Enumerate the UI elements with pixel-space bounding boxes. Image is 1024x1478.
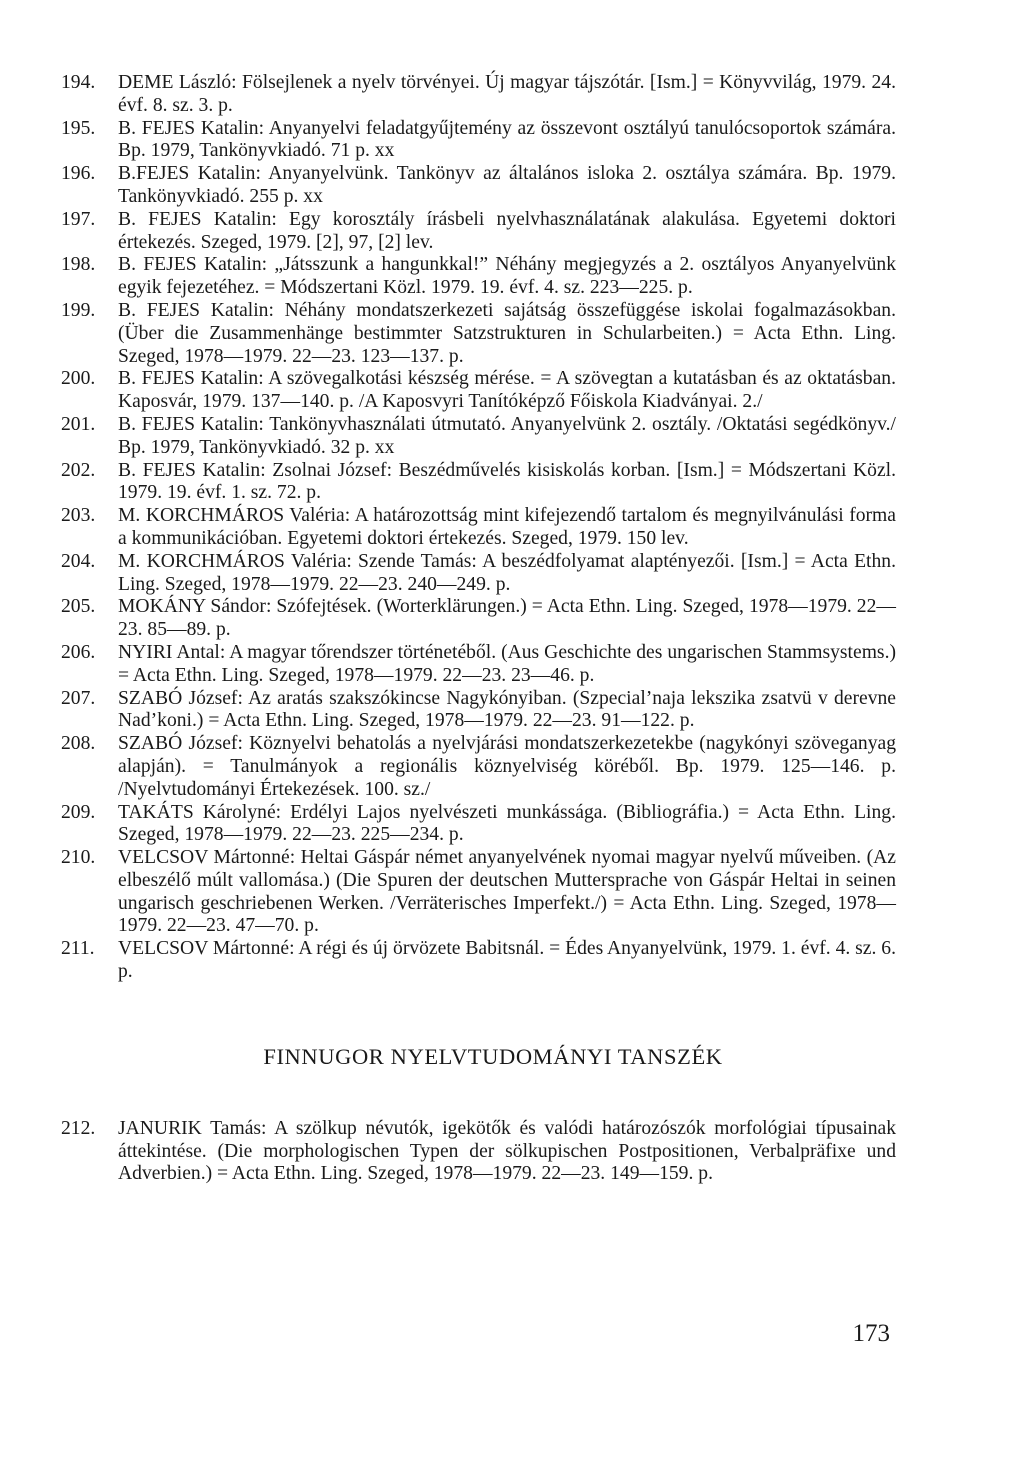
entry-number: 199.	[61, 299, 96, 321]
bibliography-entry	[61, 1117, 896, 1186]
entry-number: 201.	[61, 413, 96, 435]
bibliography-entry	[61, 208, 896, 255]
bibliography-entry	[61, 72, 896, 118]
entry-text: M. KORCHMÁROS Valéria: A határozottság mint kifejezendő tartalom és megnyilvánulási forma a kommunikációban. Egyetemi doktori értekezés. Szeged, 1979. 150 lev.	[118, 505, 896, 549]
bibliography-entry	[61, 413, 896, 460]
bibliography-entry	[61, 299, 896, 368]
entry-number: 209.	[61, 801, 96, 823]
entry-text: B.FEJES Katalin: Anyanyelvünk. Tankönyv az általános isloka 2. osztálya számára. Bp. 1979. Tankönyvkiadó. 255 p. xx	[118, 163, 896, 207]
entry-text: B. FEJES Katalin: Néhány mondatszerkezeti sajátság összefüggése iskolai fogalmazásokban. (Über die Zusammenhänge bestimmter Satzstrukturen in Schularbeiten.) = Acta Ethn. Ling. Szeged, 1978—1979. 22—23. 123—137. p.	[118, 299, 896, 367]
page-number: 173	[852, 1320, 890, 1347]
entry-text: B. FEJES Katalin: Zsolnai József: Beszédművelés kisiskolás korban. [Ism.] = Módszertani Közl. 1979. 19. évf. 1. sz. 72. p.	[118, 459, 896, 504]
bibliography-entry	[61, 801, 896, 848]
entry-text: B. FEJES Katalin: Egy korosztály írásbeli nyelvhasználatának alakulása. Egyetemi doktori értekezés. Szeged, 1979. [2], 97, [2] lev.	[118, 208, 896, 253]
entry-list	[61, 1117, 896, 1186]
entry-number: 210.	[61, 847, 96, 869]
bibliography-page	[61, 72, 896, 1186]
entry-number: 196.	[61, 163, 96, 185]
bibliography-entry	[61, 505, 896, 551]
bibliography-entry	[61, 687, 896, 734]
bibliography-entry	[61, 938, 896, 984]
entry-number: 197.	[61, 208, 96, 230]
entry-text: B. FEJES Katalin: A szövegalkotási készség mérése. = A szövegtan a kutatásban és az oktatásban. Kaposvár, 1979. 137—140. p. /A Kaposvyri Tanítóképző Főiskola Kiadványai. 2./	[118, 368, 896, 413]
bibliography-entry	[61, 368, 896, 414]
entry-number: 207.	[61, 687, 96, 709]
bibliography-entry	[61, 459, 896, 506]
entry-number: 195.	[61, 117, 96, 139]
entry-text: B. FEJES Katalin: Tankönyvhasználati útmutató. Anyanyelvünk 2. osztály. /Oktatási segédkönyv./ Bp. 1979, Tankönyvkiadó. 32 p. xx	[118, 413, 896, 458]
bibliography-entry	[61, 733, 896, 801]
entry-number: 202.	[61, 459, 96, 481]
entry-number: 205.	[61, 596, 96, 618]
section-heading: FINNUGOR NYELVTUDOMÁNYI TANSZÉK	[263, 1043, 723, 1069]
entry-text: M. KORCHMÁROS Valéria: Szende Tamás: A beszédfolyamat alaptényezői. [Ism.] = Acta Ethn. Ling. Szeged, 1978—1979. 22—23. 240—249. p.	[118, 550, 896, 595]
entry-number: 206.	[61, 641, 96, 663]
entry-number: 198.	[61, 254, 96, 276]
entry-number: 194.	[61, 72, 96, 93]
entry-text: SZABÓ József: Az aratás szakszókincse Nagykónyiban. (Szpecial’naja lekszika zsatvü v derevne Nad’koni.) = Acta Ethn. Ling. Szeged, 1978—1979. 22—23. 91—122. p.	[118, 687, 896, 732]
bibliography-entry	[61, 847, 896, 938]
bibliography-entry	[61, 254, 896, 300]
entry-number: 200.	[61, 368, 96, 390]
entry-text: DEME László: Fölsejlenek a nyelv törvényei. Új magyar tájszótár. [Ism.] = Könyvvilág, 1979. 24. évf. 8. sz. 3. p.	[118, 72, 896, 116]
entry-number: 203.	[61, 505, 96, 527]
entry-text: SZABÓ József: Köznyelvi behatolás a nyelvjárási mondatszerkezetekbe (nagykónyi szöveganyag alapján). = Tanulmányok a regionális köznyelviség köréből. Bp. 1979. 125—146. p. /Nyelvtudományi Értekezések. 100. sz./	[118, 733, 896, 800]
entry-number: 212.	[61, 1117, 96, 1139]
entry-number: 211.	[61, 938, 95, 960]
entry-text: B. FEJES Katalin: „Játsszunk a hangunkkal!” Néhány megjegyzés a 2. osztályos Anyanyelvünk egyik fejezetéhez. = Módszertani Közl. 1979. 19. évf. 4. sz. 223—225. p.	[118, 254, 896, 299]
bibliography-entry	[61, 550, 896, 597]
bibliography-entry	[61, 117, 896, 164]
entry-text: VELCSOV Mártonné: Heltai Gáspár német anyanyelvének nyomai magyar nyelvű műveiben. (Az elbeszélő múlt vallomása.) (Die Spuren der deutschen Muttersprache von Gáspár Heltai in seinen ungarisch geschriebenen Werken. /Verräterisches Imperfekt./) = Acta Ethn. Ling. Szeged, 1978—1979. 22—23. 47—70. p.	[118, 847, 896, 937]
entry-text: B. FEJES Katalin: Anyanyelvi feladatgyűjtemény az összevont osztályú tanulócsoportok számára. Bp. 1979, Tankönyvkiadó. 71 p. xx	[118, 117, 896, 162]
entry-text: MOKÁNY Sándor: Szófejtések. (Worterklärungen.) = Acta Ethn. Ling. Szeged, 1978—1979. 22—23. 85—89. p.	[118, 596, 896, 641]
bibliography-entry	[61, 641, 896, 688]
bibliography-entry	[61, 596, 896, 642]
entry-text: JANURIK Tamás: A szölkup névutók, igekötők és valódi határozószók morfológiai típusainak áttekintése. (Die morphologischen Typen der sölkupischen Postpositionen, Verbalpräfixe und Adverbien.) = Acta Ethn. Ling. Szeged, 1978—1979. 22—23. 149—159. p.	[118, 1117, 896, 1185]
entry-text: NYIRI Antal: A magyar tőrendszer történetéből. (Aus Geschichte des ungarischen Stammsystems.) = Acta Ethn. Ling. Szeged, 1978—1979. 22—23. 23—46. p.	[118, 641, 896, 686]
entry-text: VELCSOV Mártonné: A régi és új örvözete Babitsnál. = Édes Anyanyelvünk, 1979. 1. évf. 4. sz. 6. p.	[118, 938, 896, 983]
entry-list	[61, 72, 896, 984]
entry-number: 208.	[61, 733, 96, 755]
entry-number: 204.	[61, 550, 96, 572]
entry-text: TAKÁTS Károlyné: Erdélyi Lajos nyelvészeti munkássága. (Bibliográfia.) = Acta Ethn. Ling. Szeged, 1978—1979. 22—23. 225—234. p.	[118, 801, 896, 846]
bibliography-entry	[61, 163, 896, 209]
